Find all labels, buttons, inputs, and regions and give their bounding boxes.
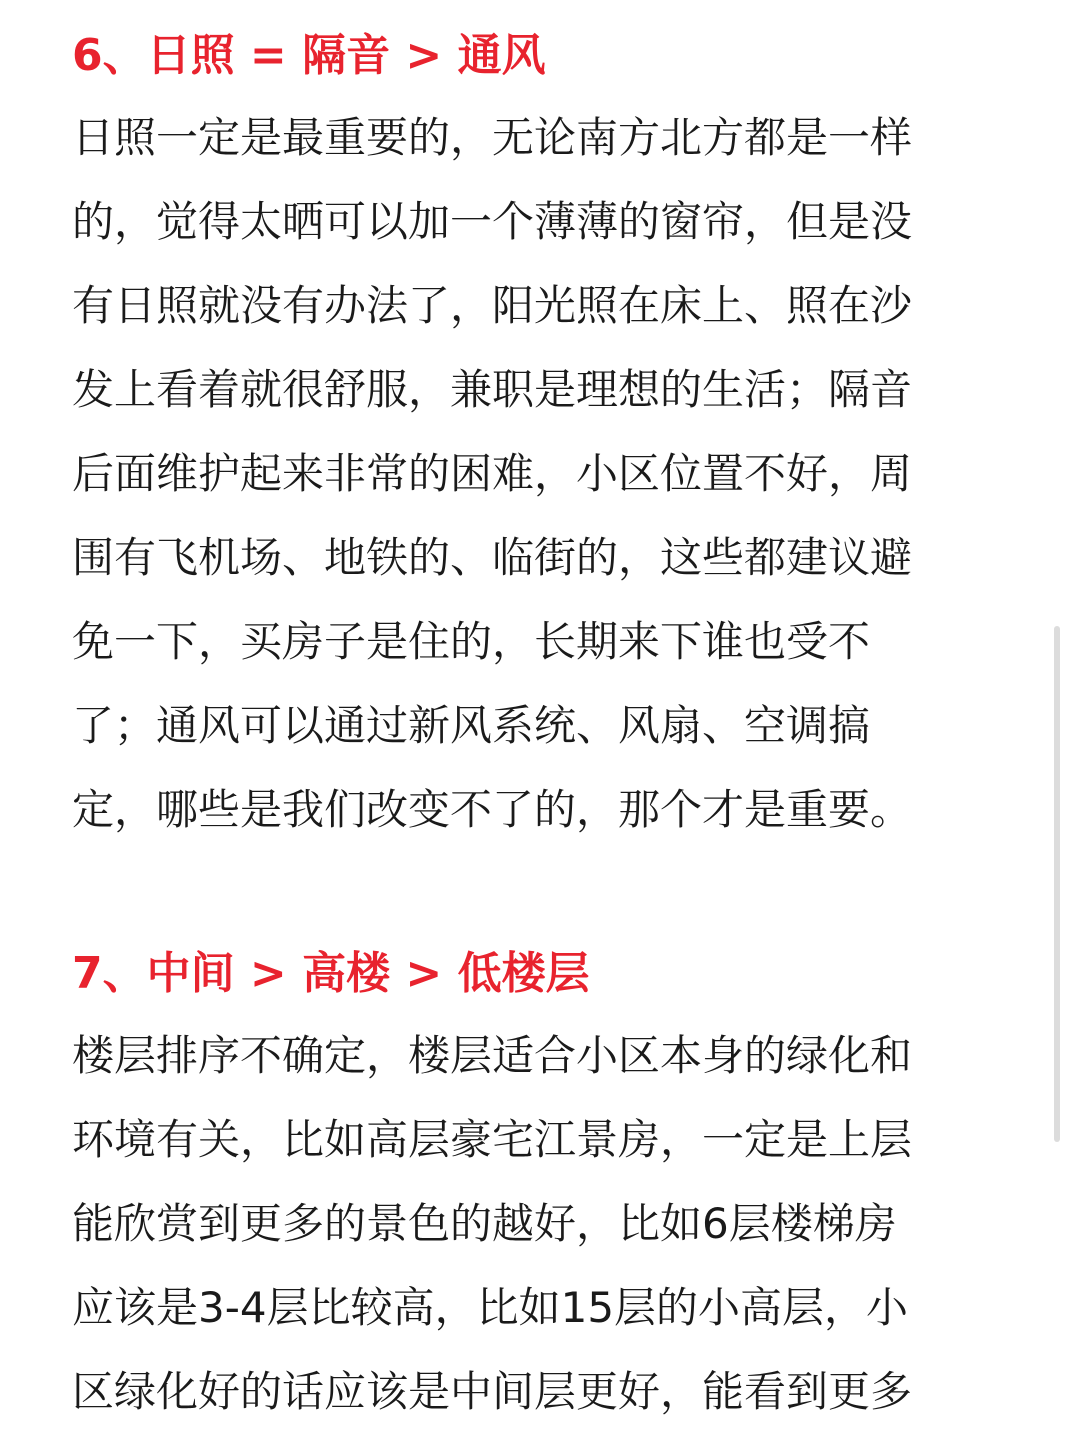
body-line: 楼层排序不确定，楼层适合小区本身的绿化和: [72, 1031, 913, 1080]
body-line: 发上看着就很舒服，兼职是理想的生活；隔音: [72, 365, 913, 414]
body-line: 后面维护起来非常的困难，小区位置不好，周: [72, 449, 913, 498]
body-line: 定，哪些是我们改变不了的，那个才是重要。: [72, 785, 913, 834]
body-line: 围有飞机场、地铁的、临街的，这些都建议避: [72, 533, 913, 582]
section-heading-6: 6、日照 = 隔音 > 通风: [72, 30, 546, 81]
body-line: 日照一定是最重要的，无论南方北方都是一样: [72, 113, 913, 162]
body-line: 环境有关，比如高层豪宅江景房，一定是上层: [72, 1115, 913, 1164]
body-line: 了；通风可以通过新风系统、风扇、空调搞: [72, 701, 871, 750]
body-line: 区绿化好的话应该是中间层更好，能看到更多: [72, 1367, 913, 1416]
body-line: 能欣赏到更多的景色的越好，比如6层楼梯房: [72, 1199, 897, 1248]
section-body-7: [72, 1014, 1012, 1434]
article: [72, 0, 1012, 1434]
body-line: 的，觉得太晒可以加一个薄薄的窗帘，但是没: [72, 197, 913, 246]
vertical-scrollbar[interactable]: [1054, 626, 1060, 1142]
section-body-6: [72, 96, 1012, 852]
body-line: 有日照就没有办法了，阳光照在床上、照在沙: [72, 281, 913, 330]
body-line: 应该是3-4层比较高，比如15层的小高层，小: [72, 1283, 909, 1332]
section-heading-7: 7、中间 > 高楼 > 低楼层: [72, 948, 590, 999]
body-line: 免一下，买房子是住的，长期来下谁也受不: [72, 617, 871, 666]
